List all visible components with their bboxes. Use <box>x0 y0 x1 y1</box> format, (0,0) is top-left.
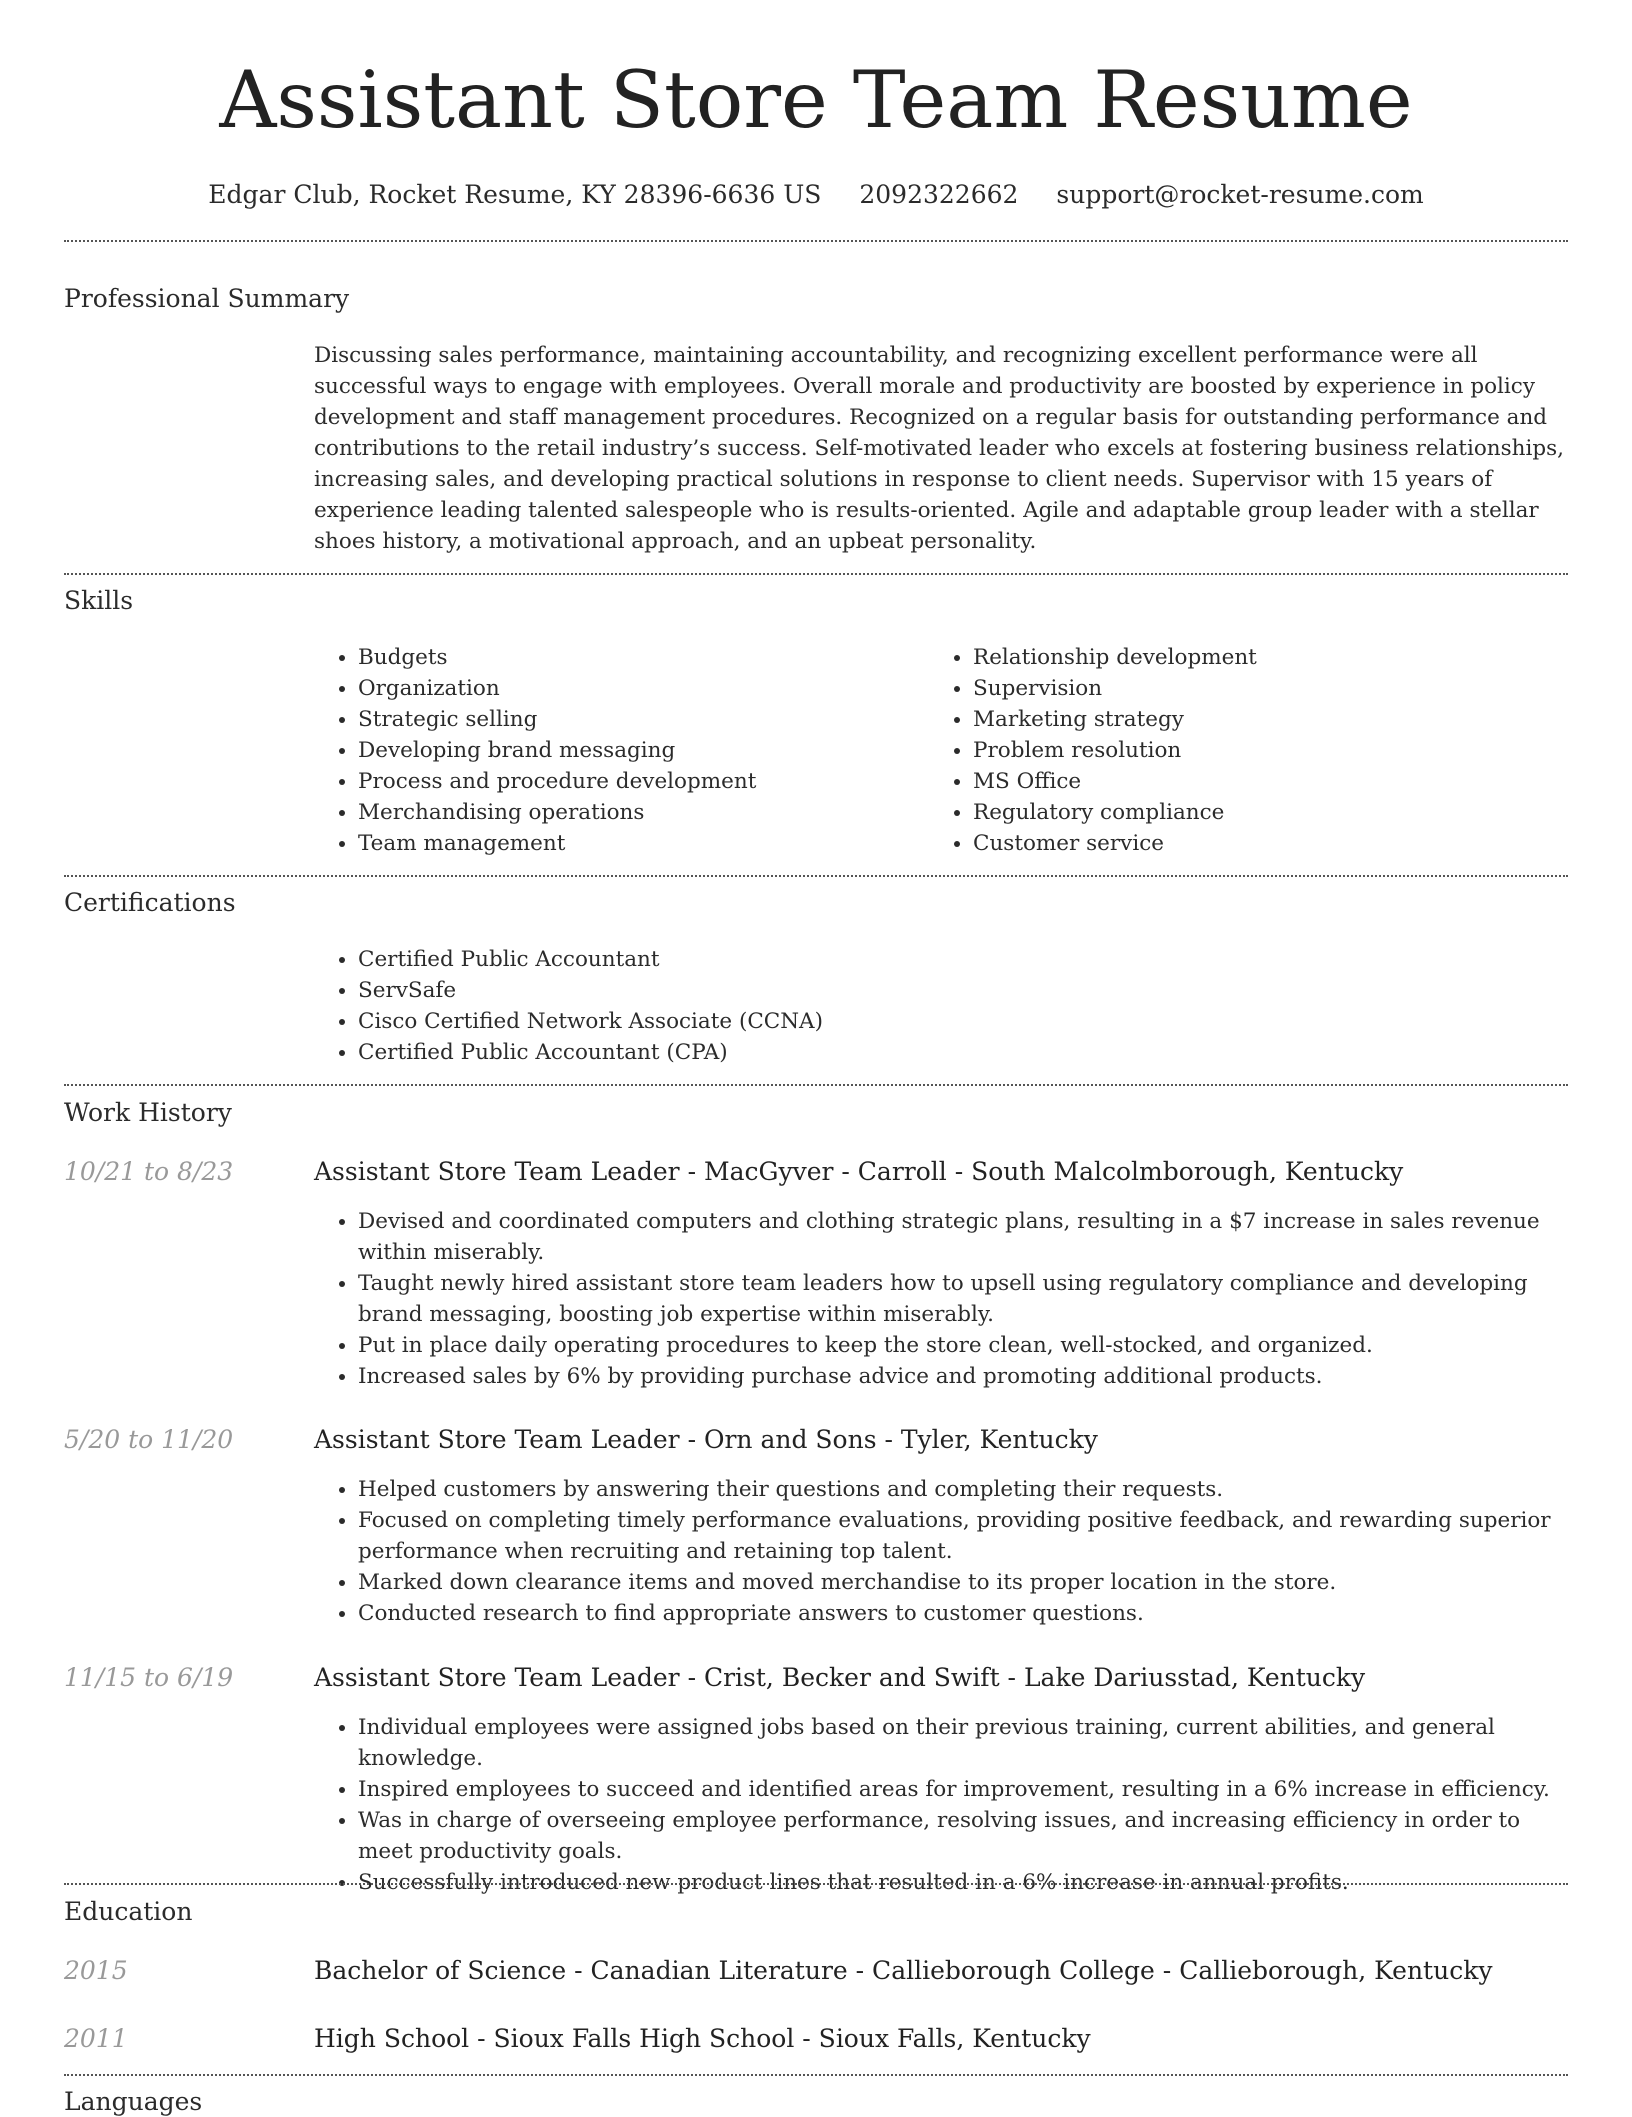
list-item: • Regulatory compliance <box>973 797 1529 828</box>
education-year: 2011 <box>64 2024 128 2053</box>
education-degree: High School <box>314 2024 470 2053</box>
section-divider <box>64 1084 1568 1086</box>
job-bullets <box>314 1206 1568 1392</box>
section-divider <box>64 2074 1568 2076</box>
list-item: • Merchandising operations <box>358 797 914 828</box>
job-role: Assistant Store Team Leader <box>314 1663 680 1692</box>
list-item: • Individual employees were assigned jobs based on their previous training, current abilities, and general knowledge. <box>358 1712 1568 1774</box>
education-heading: Education <box>64 1897 193 1926</box>
resume-title: Assistant Store Team Resume <box>219 54 1413 146</box>
contact-phone: 2092322662 <box>859 180 1019 209</box>
list-item: • Conducted research to find appropriate answers to customer questions. <box>358 1598 1568 1629</box>
list-item: • Certified Public Accountant (CPA) <box>358 1037 1568 1068</box>
job-bullets <box>314 1712 1568 1898</box>
certifications-heading: Certifications <box>64 888 236 917</box>
list-item: • Relationship development <box>973 642 1529 673</box>
skills-column-right <box>929 642 1529 859</box>
education-entry <box>314 2024 1091 2054</box>
education-degree: Bachelor of Science - Canadian Literature <box>314 1956 848 1985</box>
list-item: • Put in place daily operating procedures to keep the store clean, well-stocked, and organized. <box>358 1330 1568 1361</box>
skills-heading: Skills <box>64 586 134 615</box>
job-title <box>314 1425 1098 1455</box>
list-item: • Focused on completing timely performance evaluations, providing positive feedback, and rewarding superior performance when recruiting and retaining top talent. <box>358 1505 1568 1567</box>
job-bullets <box>314 1474 1568 1629</box>
work-heading: Work History <box>64 1098 232 1127</box>
list-item: • Increased sales by 6% by providing purchase advice and promoting additional products. <box>358 1361 1568 1392</box>
education-school: - Callieborough College - Callieborough, Kentucky <box>847 1956 1493 1985</box>
job-employer: - Crist, Becker and Swift - Lake Dariusstad, Kentucky <box>679 1663 1366 1692</box>
list-item: • Helped customers by answering their questions and completing their requests. <box>358 1474 1568 1505</box>
list-item: • Taught newly hired assistant store team leaders how to upsell using regulatory compliance and developing brand messaging, boosting job expertise within miserably. <box>358 1268 1568 1330</box>
list-item: • Inspired employees to succeed and identified areas for improvement, resulting in a 6% increase in efficiency. <box>358 1774 1568 1805</box>
job-role: Assistant Store Team Leader <box>314 1157 680 1186</box>
job-employer: - MacGyver - Carroll - South Malcolmborough, Kentucky <box>679 1157 1404 1186</box>
list-item: • Organization <box>358 673 914 704</box>
list-item: • Was in charge of overseeing employee performance, resolving issues, and increasing efficiency in order to meet productivity goals. <box>358 1805 1568 1867</box>
section-divider <box>64 875 1568 877</box>
resume-header <box>0 0 1632 210</box>
section-divider <box>64 240 1568 242</box>
list-item: • Successfully introduced new product lines that resulted in a 6% increase in annual profits. <box>358 1867 1568 1898</box>
contact-address: Edgar Club, Rocket Resume, KY 28396-6636 US <box>208 180 822 209</box>
contact-email: support@rocket-resume.com <box>1056 180 1424 209</box>
job-dates: 10/21 to 8/23 <box>64 1157 234 1186</box>
education-year: 2015 <box>64 1956 128 1985</box>
list-item: • Devised and coordinated computers and clothing strategic plans, resulting in a $7 increase in sales revenue within miserably. <box>358 1206 1568 1268</box>
list-item: • Certified Public Accountant <box>358 944 1568 975</box>
list-item: • Customer service <box>973 828 1529 859</box>
job-employer: - Orn and Sons - Tyler, Kentucky <box>679 1425 1098 1454</box>
job-title <box>314 1157 1403 1187</box>
summary-section <box>314 340 1568 557</box>
summary-heading: Professional Summary <box>64 284 350 313</box>
job-role: Assistant Store Team Leader <box>314 1425 680 1454</box>
list-item: • ServSafe <box>358 975 1568 1006</box>
list-item: • Cisco Certified Network Associate (CCNA) <box>358 1006 1568 1037</box>
list-item: • Strategic selling <box>358 704 914 735</box>
list-item: • Marketing strategy <box>973 704 1529 735</box>
list-item: • Problem resolution <box>973 735 1529 766</box>
list-item: • Supervision <box>973 673 1529 704</box>
contact-line <box>0 180 1632 210</box>
list-item: • Developing brand messaging <box>358 735 914 766</box>
job-dates: 5/20 to 11/20 <box>64 1425 234 1454</box>
list-item: • Process and procedure development <box>358 766 914 797</box>
languages-heading: Languages <box>64 2087 203 2116</box>
list-item: • Budgets <box>358 642 914 673</box>
list-item: • MS Office <box>973 766 1529 797</box>
job-dates: 11/15 to 6/19 <box>64 1663 234 1692</box>
list-item: • Marked down clearance items and moved merchandise to its proper location in the store. <box>358 1567 1568 1598</box>
certifications-section <box>314 944 1568 1068</box>
summary-text: Discussing sales performance, maintaining accountability, and recognizing excellent performance were all successful ways to engage with employees. Overall morale and productivity are boosted by experience in policy development and staff management procedures. Recognized on a regular basis for outstanding performance and contributions to the retail industry’s success. Self-motivated leader who excels at fostering business relationships, increasing sales, and developing practical solutions in response to client needs. Supervisor with 15 years of experience leading talented salespeople who is results-oriented. Agile and adaptable group leader with a stellar shoes history, a motivational approach, and an upbeat personality. <box>314 343 1565 554</box>
skills-column-left <box>314 642 914 859</box>
list-item: • Team management <box>358 828 914 859</box>
education-entry <box>314 1956 1492 1986</box>
section-divider <box>64 573 1568 575</box>
section-divider <box>64 1883 1568 1885</box>
job-title <box>314 1663 1365 1693</box>
education-school: - Sioux Falls High School - Sioux Falls, Kentucky <box>469 2024 1091 2053</box>
